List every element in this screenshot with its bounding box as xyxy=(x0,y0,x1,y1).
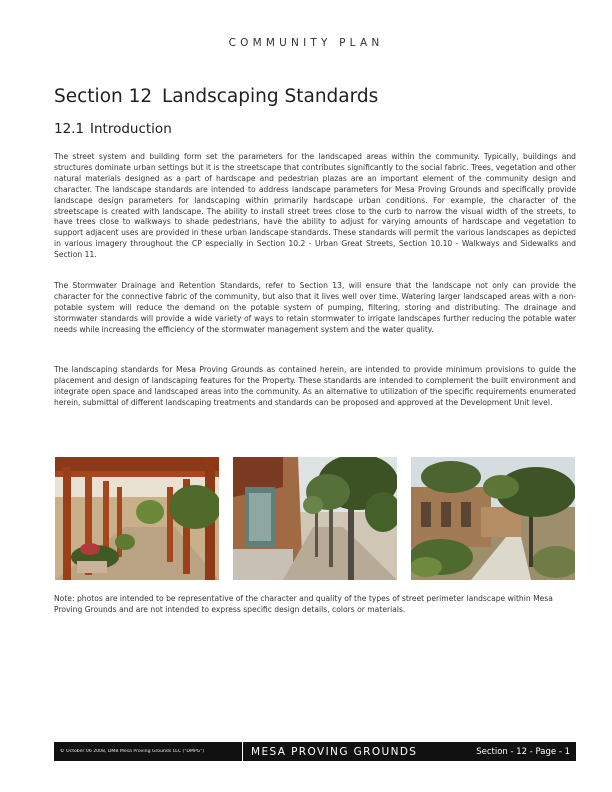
footer-brand: MESA PROVING GROUNDS xyxy=(251,745,418,758)
photo-pergola-walkway xyxy=(55,457,219,580)
photo-tree-lined-sidewalk xyxy=(233,457,397,580)
photo-landscaped-path xyxy=(411,457,575,580)
photo-note: Note: photos are intended to be representative of the character and quality of the types of street perimeter landscape within Mesa Proving Grounds and are not intended to express specific design details, colors or materials. xyxy=(54,594,553,614)
subsection-heading xyxy=(54,121,172,137)
footer-copyright: © October 06 2008, DMB Mesa Proving Grounds LLC ("DMPG") xyxy=(60,749,205,754)
footer-bar xyxy=(54,742,576,761)
subsection-title: Introduction xyxy=(90,121,172,137)
subsection-number: 12.1 xyxy=(54,121,85,137)
footer-page-number: Section - 12 - Page - 1 xyxy=(476,746,570,757)
section-number: Section 12 xyxy=(54,86,153,107)
section-title: Landscaping Standards xyxy=(162,86,379,107)
intro-paragraph-2: The Stormwater Drainage and Retention Standards, refer to Section 13, will ensure that the landscape not only can provide the character for the connective fabric of the community, but also that it lives well over time. Watering larger landscaped areas with a non-potable system will reduce the demand on the potable system of pumping, filtering, storing and distributing. The drainage and stormwater standards will provide a wide variety of ways to retain stormwater to irrigate landscapes further reducing the potable water needs while increasing the efficiency of the stormwater management system and the water quality. xyxy=(54,281,576,334)
intro-paragraph-3: The landscaping standards for Mesa Proving Grounds as contained herein, are intended to provide minimum provisions to guide the placement and design of landscaping features for the Property. These standards are intended to complement the built environment and integrate open space and landscaped areas into the community. As an alternative to utilization of the specific requirements enumerated herein, submittal of different landscaping treatments and standards can be proposed and approved at the Development Unit level. xyxy=(54,365,576,407)
running-header: COMMUNITY PLAN xyxy=(228,37,384,49)
intro-paragraph-1: The street system and building form set the parameters for the landscaped areas within the community. Typically, buildings and structures dominate urban settings but it is the streetscape that contributes significantly to the social fabric. Trees, vegetation and other natural materials designed as a part of hardscape and pedestrian plazas are an important element of the community design and character. The landscape standards are intended to address landscape parameters for Mesa Proving Grounds and specifically provide landscape design parameters for landscaping within primarily hardscape urban conditions. For example, the character of the streetscape is created with landscape. The ability to install street trees close to the curb to narrow the visual width of the streets, to have trees close to walkways to shade pedestrians, have the ability to adjust for varying amounts of hardscape and vegetation to support adjacent uses are provided in these urban landscape standards. These standards will permit the various landscapes as depicted in various imagery throughout the CP especially in Section 10.2 - Urban Great Streets, Section 10.10 - Walkways and Sidewalks and Section 11. xyxy=(54,152,576,260)
section-heading xyxy=(54,86,378,107)
